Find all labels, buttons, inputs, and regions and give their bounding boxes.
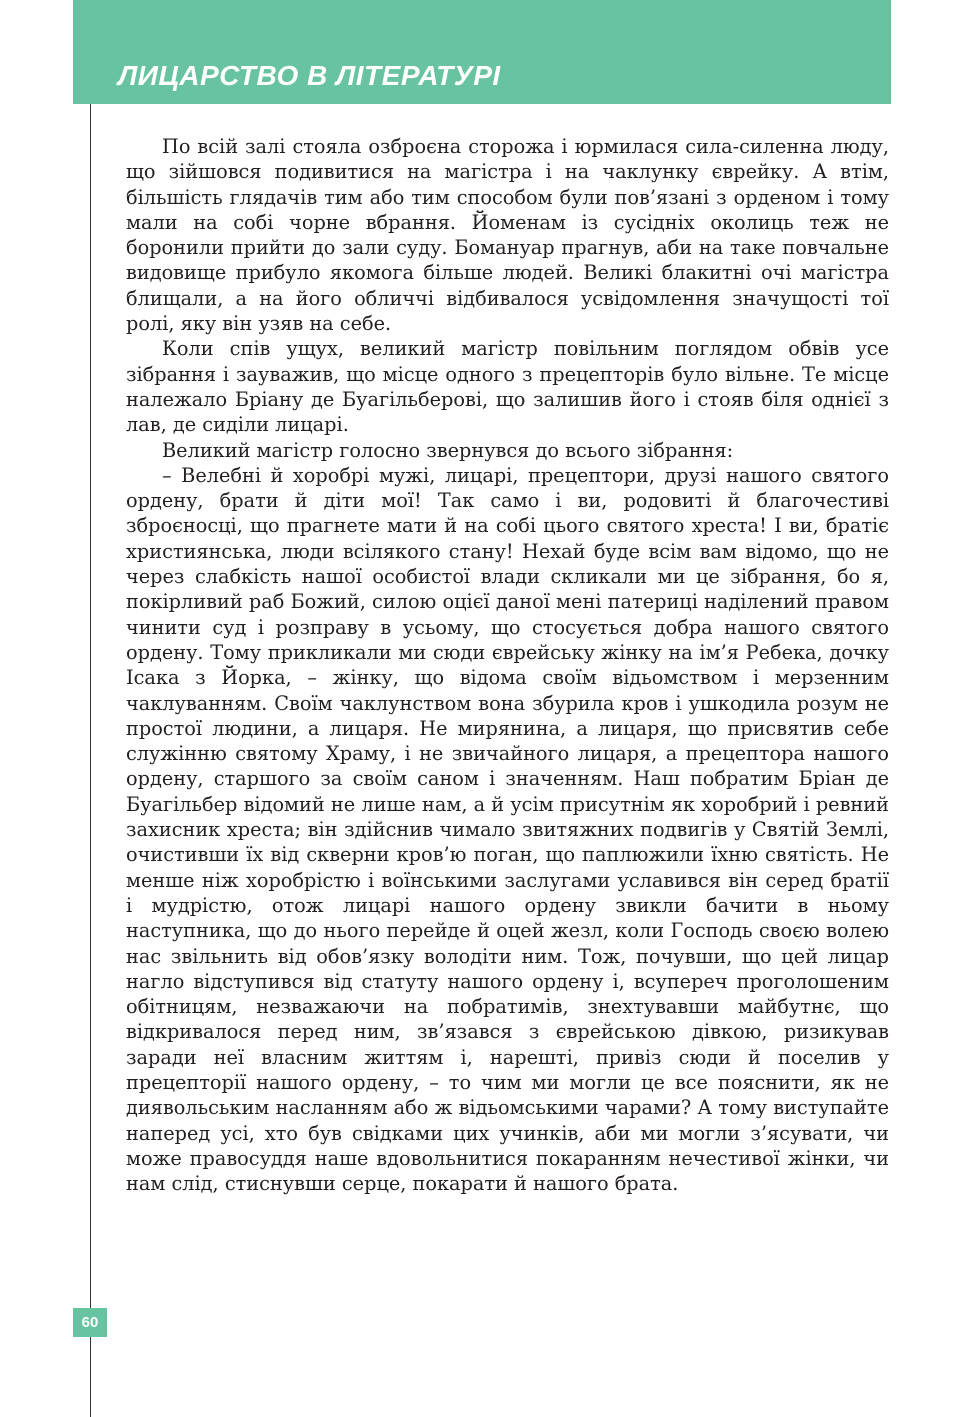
paragraph: – Велебні й хоробрі мужі, лицарі, прецептори, друзі нашого святого ордену, брати й діти мої! Так само і ви, родовиті й благочестиві зброєносці, що прагнете мати й на собі цього святого хреста! І ви, братіє християнська, люди всілякого стану! Нехай буде всім вам відомо, що не через слабкість нашої особистої влади скликали ми це зібрання, бо я, покірливий раб Божий, силою оцієї даної мені патериці наділений правом чинити суд і розправу в усьому, що стосується добра нашого святого ордену. Тому прикликали ми сюди єврейську жінку на ім’я Ребека, дочку Ісака з Йорка, – жінку, що відома своїм відьомством і мерзенним чаклуванням. Своїм чаклунством вона збурила кров і ушкодила розум не простої людини, а лицаря. Не мирянина, а лицаря, що присвятив себе служінню святому Храму, і не звичайного лицаря, а прецептора нашого ордену, старшого за своїм саном і значенням. Наш побратим Бріан де Буагільбер відомий не лише нам, а й усім присутнім як хоробрий і ревний захисник хреста; він здійснив чимало звитяжних подвигів у Святій Землі, очистивши їх від скверни кров’ю поган, що паплюжили їхню святість. Не менше ніж хоробрістю і воїнськими заслугами уславився він серед братії і мудрістю, отож лицарі нашого ордену звикли бачити в ньому наступника, що до нього перейде й оцей жезл, коли Господь своєю волею нас звільнить від обов’язку володіти ним. Тож, почувши, що цей лицар нагло відступився від статуту нашого ордену і, всупереч проголошеним обітницям, незважаючи на побратимів, знехтувавши майбутнє, що відкривалося перед ним, зв’язався з єврейською дівкою, ризикував заради неї власним життям і, нарешті, привіз сюди й поселив у прецепторії нашого ордену, – то чим ми могли це все пояснити, як не диявольським насланням або ж відьомськими чарами? А тому виступайте наперед усі, хто був свідками цих учинків, аби ми могли з’ясувати, чи може правосуддя наше вдовольнитися покаранням нечестивої жінки, чи нам слід, стиснувши серце, покарати й нашого брата. <box>126 463 889 1196</box>
running-head-title: ЛИЦАРСТВО В ЛІТЕРАТУРІ <box>118 60 501 91</box>
header-band <box>73 0 891 104</box>
body-text <box>126 134 889 1196</box>
page-number: 60 <box>81 1314 99 1331</box>
paragraph: По всій залі стояла озброєна сторожа і юрмилася сила-силенна люду, що зійшовся подивитися на магістра і на чаклунку єврейку. А втім, більшість глядачів тим або тим способом були пов’язані з орденом і тому мали на собі чорне вбрання. Йоменам із сусідніх околиць теж не боронили прийти до зали суду. Бомануар прагнув, аби на таке повчальне видовище прибуло якомога більше людей. Великі блакитні очі магістра блищали, а на його обличчі відбивалося усвідомлення значущості тої ролі, яку він узяв на себе. <box>126 135 889 336</box>
margin-rule <box>90 104 91 1417</box>
page-number-badge <box>73 1308 107 1337</box>
paragraph: Коли спів ущух, великий магістр повільним поглядом обвів усе зібрання і зауважив, що місце одного з прецепторів було вільне. Те місце належало Бріану де Буагільберові, що залишив його і стояв біля однієї з лав, де сиділи лицарі. <box>126 337 889 437</box>
paragraph: Великий магістр голосно звернувся до всього зібрання: <box>162 438 734 462</box>
